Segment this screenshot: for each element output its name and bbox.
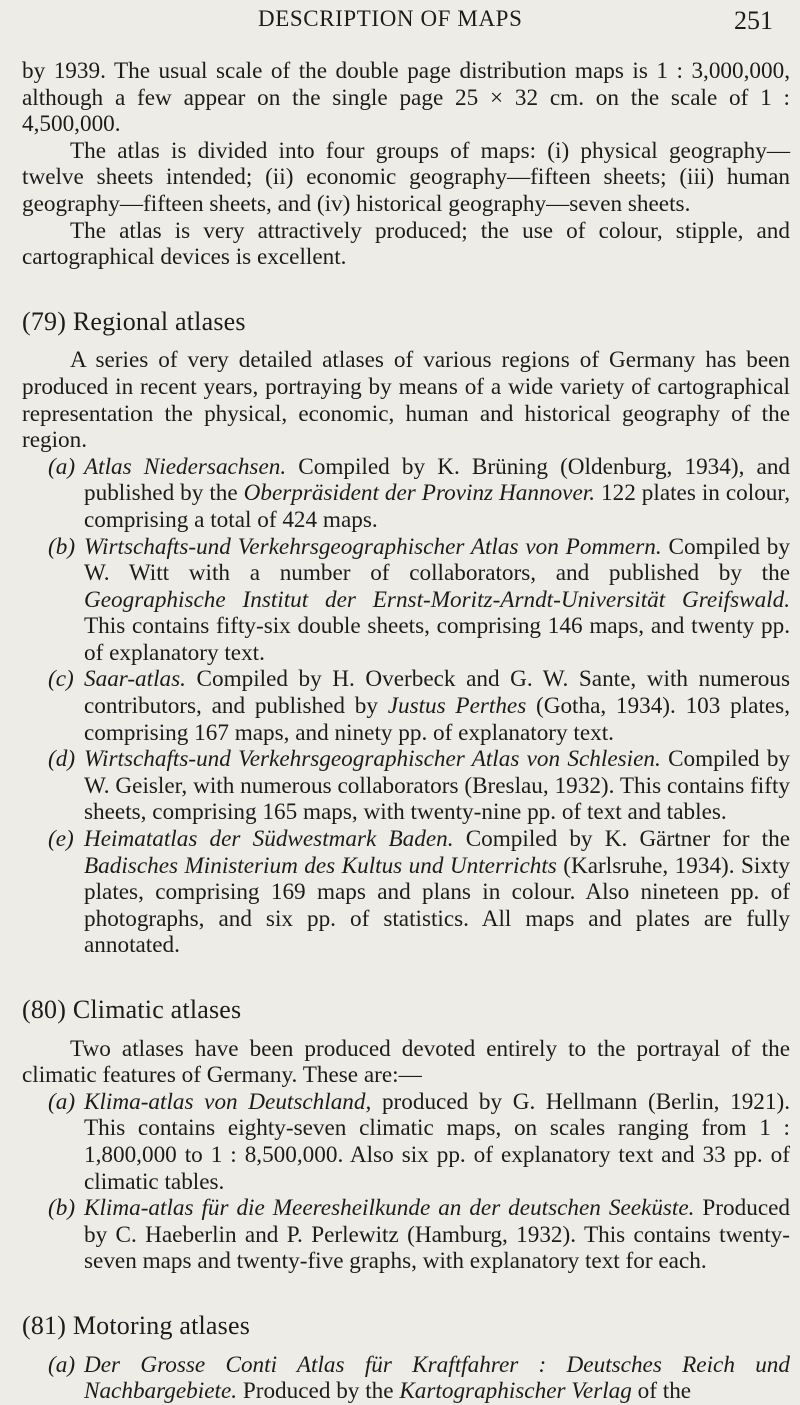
item-body: This contains fifty-six double sheets, comprising 146 maps, and twenty pp. of explanatory text. [84,613,790,666]
entry-list [48,1089,790,1275]
item-letter: (d) [48,746,76,773]
item-body: Produced by C. Haeberlin and P. Perlewitz (Hamburg, 1932). This contains twenty-seven maps and twenty-five graphs, with explanatory text for each. [84,1195,790,1275]
list-item [48,666,790,746]
item-body: (Karlsruhe, 1934). Sixty plates, comprising 169 maps and plans in colour. Also nineteen pp. of photographs, and six pp. of statistics. All maps and plates are fully annotated. [84,852,790,959]
section-heading: (79) Regional atlases [22,306,246,336]
item-title: Saar-atlas. [84,666,186,693]
item-body: Compiled by W. Geisler, with numerous collaborators (Breslau, 1932). This contains fifty sheets, comprising 165 maps, with twenty-nine pp. of text and tables. [84,746,791,826]
item-body: (Gotha, 1934). 103 plates, comprising 167 maps, and ninety pp. of explanatory text. [84,693,790,746]
item-letter: (b) [48,1195,76,1222]
item-title: Heimatatlas der Südwestmark Baden. [84,826,454,853]
item-italic: Badisches Ministerium des Kultus und Unterrichts [84,852,557,879]
item-text [84,746,790,826]
item-text [84,534,790,667]
list-item [48,1352,790,1405]
item-letter: (b) [48,533,76,560]
item-italic: Oberpräsident der Provinz Hannover. [243,480,596,507]
item-letter: (a) [48,1088,76,1115]
item-title: Wirtschafts-und Verkehrsgeographischer Atlas von Pommern. [84,533,662,560]
item-letter: (e) [48,826,74,853]
page-header [0,4,800,44]
paragraph: The atlas is divided into four groups of maps: (i) physical geography—twelve sheets intended; (ii) economic geography—fifteen sheets; (iii) human geography—fifteen sheets, and (iv) historical geography—seven sheets. [22,137,790,217]
item-text [84,1195,790,1275]
item-body: Compiled by K. Brüning (Oldenburg, 1934), and published by the [84,453,791,507]
body-text [22,58,790,1405]
list-item [48,534,790,667]
paragraph: Two atlases have been produced devoted entirely to the portrayal of the climatic features of Germany. These are:— [22,1035,790,1089]
item-italic: Justus Perthes [387,693,527,720]
item-text [84,1089,790,1195]
item-title: Atlas Niedersachsen. [84,453,287,480]
item-body: 122 plates in colour, comprising a total of 424 maps. [84,480,790,533]
item-text [84,454,790,534]
running-title: DESCRIPTION OF MAPS [258,6,523,31]
paragraph: by 1939. The usual scale of the double page distribution maps is 1 : 3,000,000, although a few appear on the single page 25 × 32 cm. on the scale of 1 : 4,500,000. [22,58,790,138]
entry-list [48,1352,790,1405]
item-letter: (a) [48,453,76,480]
item-text [84,666,790,746]
list-item [48,454,790,534]
item-italic: Kartographischer Verlag [399,1378,632,1405]
item-title: Der Grosse Conti Atlas für Kraftfahrer : Deutsches Reich und Nachbargebiete. [84,1351,790,1405]
item-body: Compiled by H. Overbeck and G. W. Sante, with numerous contributors, and published by [84,666,790,720]
list-item [48,826,790,959]
list-item [48,1089,790,1195]
item-body: Compiled by K. Gärtner for the [453,826,790,853]
section-heading: (80) Climatic atlases [22,995,242,1024]
item-title: Klima-atlas für die Meeresheilkunde an der deutschen Seeküste. [84,1195,695,1222]
item-text [84,1352,790,1405]
item-body: Compiled by W. Witt with a number of collaborators, and published by the [84,533,790,587]
item-letter: (c) [48,666,74,693]
item-letter: (a) [48,1351,76,1378]
item-body: produced by G. Hellmann (Berlin, 1921). This contains eighty-seven climatic maps, on scales ranging from 1 : 1,800,000 to 1 : 8,500,000. Also six pp. of explanatory text and 33 pp. of climatic tables. [84,1088,790,1195]
item-title: Wirtschafts-und Verkehrsgeographischer Atlas von Schlesien. [84,746,661,773]
item-title: Klima-atlas von Deutschland, [84,1088,372,1115]
list-item [48,1195,790,1275]
entry-list [48,454,790,959]
section-heading: (81) Motoring atlases [22,1310,251,1340]
item-body: Produced by the [237,1378,400,1405]
paragraph: The atlas is very attractively produced; the use of colour, stipple, and cartographical devices is excellent. [22,217,790,271]
item-text [84,826,790,959]
item-italic: Geographische Institut der Ernst-Moritz-Arndt-Universität Greifswald. [84,586,790,613]
item-body: of the [631,1378,692,1405]
paragraph: A series of very detailed atlases of various regions of Germany has been produced in recent years, portraying by means of a wide variety of cartographical representation the physical, economic, human and historical geography of the region. [22,347,790,454]
list-item [48,746,790,826]
page-number: 251 [734,6,773,35]
